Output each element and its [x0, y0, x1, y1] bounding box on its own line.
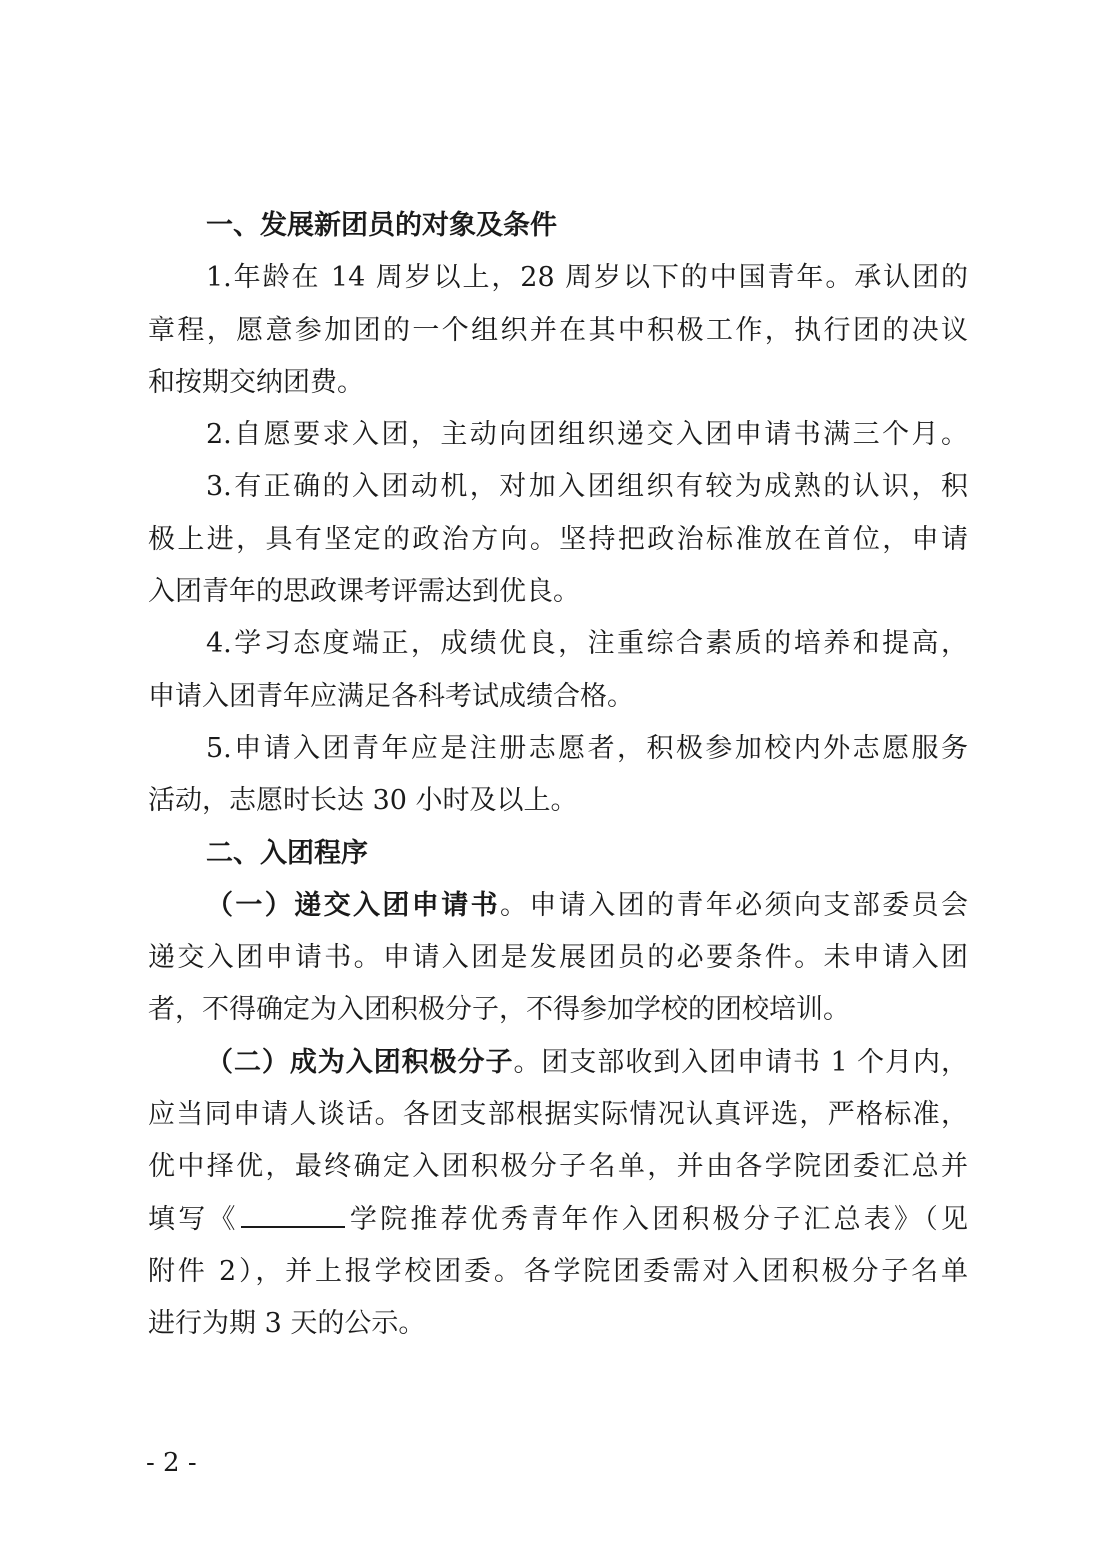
section-heading-2: 二、入团程序 — [206, 837, 368, 869]
paragraph-line: 和按期交纳团费。 — [148, 366, 364, 398]
step-title: （二）成为入团积极分子 — [206, 1046, 514, 1078]
paragraph-line: 优中择优，最终确定入团积极分子名单，并由各学院团委汇总并 — [148, 1151, 968, 1183]
form-suffix: 学院推荐优秀青年作入团积极分子汇总表》（见 — [346, 1203, 968, 1235]
step-text: 。团支部收到入团申请书 1 个月内， — [513, 1046, 968, 1078]
paragraph-line: 章程，愿意参加团的一个组织并在其中积极工作，执行团的决议 — [148, 314, 968, 346]
fill-in-blank — [241, 1204, 345, 1228]
paragraph-line — [148, 880, 968, 932]
paragraph-line: 者，不得确定为入团积极分子，不得参加学校的团校培训。 — [148, 994, 850, 1026]
paragraph-line: 4.学习态度端正，成绩优良，注重综合素质的培养和提高， — [206, 628, 968, 660]
paragraph-line: 极上进，具有坚定的政治方向。坚持把政治标准放在首位，申请 — [148, 523, 968, 555]
paragraph-line: 进行为期 3 天的公示。 — [148, 1308, 426, 1340]
paragraph-line: 申请入团青年应满足各科考试成绩合格。 — [148, 680, 634, 712]
form-prefix: 填写《 — [148, 1203, 239, 1235]
section-heading-1: 一、发展新团员的对象及条件 — [206, 210, 557, 241]
paragraph-line: 2.自愿要求入团，主动向团组织递交入团申请书满三个月。 — [206, 419, 968, 451]
paragraph-line: 5.申请入团青年应是注册志愿者，积极参加校内外志愿服务 — [206, 732, 968, 764]
page-number: - 2 - — [146, 1448, 197, 1478]
document-body — [148, 200, 968, 1351]
paragraph-line: 递交入团申请书。申请入团是发展团员的必要条件。未申请入团 — [148, 942, 968, 974]
paragraph-line: 应当同申请人谈话。各团支部根据实际情况认真评选，严格标准， — [148, 1099, 968, 1131]
step-title: （一）递交入团申请书 — [206, 889, 500, 921]
paragraph-line — [148, 1194, 968, 1246]
paragraph-line: 3.有正确的入团动机，对加入团组织有较为成熟的认识，积 — [206, 471, 968, 503]
paragraph-line: 活动，志愿时长达 30 小时及以上。 — [148, 785, 578, 817]
step-text: 。申请入团的青年必须向支部委员会 — [500, 889, 968, 921]
paragraph-line — [148, 1037, 968, 1089]
paragraph-line: 1.年龄在 14 周岁以上，28 周岁以下的中国青年。承认团的 — [206, 262, 968, 294]
paragraph-line: 入团青年的思政课考评需达到优良。 — [148, 576, 580, 608]
paragraph-line: 附件 2），并上报学校团委。各学院团委需对入团积极分子名单 — [148, 1255, 968, 1287]
